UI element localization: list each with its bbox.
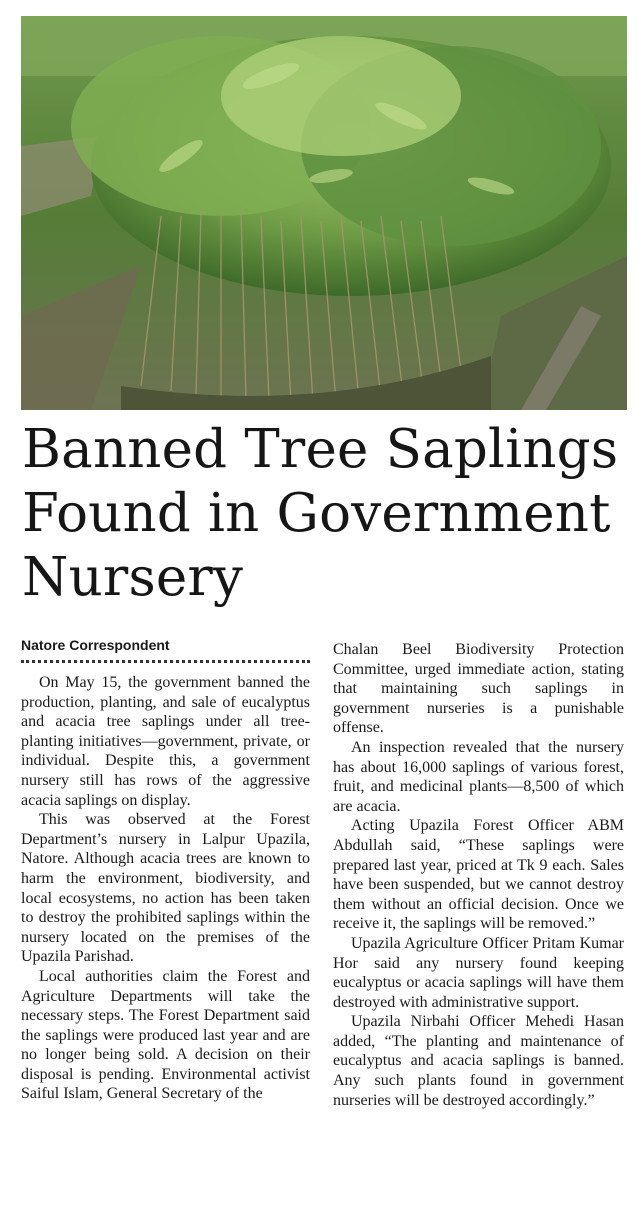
paragraph: Chalan Beel Biodiversity Protection Committee, urged immediate action, stating that maintaining such saplings in government nurseries is a punishable offense. <box>333 641 624 737</box>
article-column-right <box>333 640 624 1110</box>
headline: Banned Tree Saplings Found in Government Nursery <box>22 419 619 608</box>
paragraph: Upazila Nirbahi Officer Mehedi Hasan added, “The planting and maintenance of eucalyptus and acacia saplings is banned. Any such plants found in government nurseries will be destroyed accordingly.” <box>333 1013 624 1109</box>
paragraph: Upazila Agriculture Officer Pritam Kumar Hor said any nursery found keeping eucalyptus or acacia saplings will have them destroyed with administrative support. <box>333 934 624 1011</box>
paragraph: On May 15, the government banned the production, planting, and sale of eucalyptus and acacia tree saplings under all tree-planting initiatives—government, private, or individual. Despite this, a government nursery still has rows of the aggressive acacia saplings on display. <box>21 674 310 809</box>
paragraph: Acting Upazila Forest Officer ABM Abdullah said, “These saplings were prepared last year, priced at Tk 9 each. Sales have been suspended, but we cannot destroy them without an official decision. Once we receive it, the saplings will be removed.” <box>333 817 624 933</box>
paragraph: An inspection revealed that the nursery has about 16,000 saplings of various forest, fruit, and medicinal plants—8,500 of which are acacia. <box>333 738 624 815</box>
paragraph: Local authorities claim the Forest and Agriculture Departments will take the necessary steps. The Forest Department said the saplings were produced last year and are no longer being sold. A decision on their disposal is pending. Environmental activist Saiful Islam, General Secretary of the <box>21 967 310 1103</box>
saplings-image <box>21 16 627 410</box>
byline: Natore Correspondent <box>21 636 310 663</box>
paragraph: This was observed at the Forest Department’s nursery in Lalpur Upazila, Natore. Although acacia trees are known to harm the environment, biodiversity, and local ecosystems, no action has been taken to destroy the prohibited saplings within the nursery located on the premises of the Upazila Parishad. <box>21 811 310 966</box>
article-column-left <box>21 636 310 1104</box>
article-photo <box>21 16 627 410</box>
